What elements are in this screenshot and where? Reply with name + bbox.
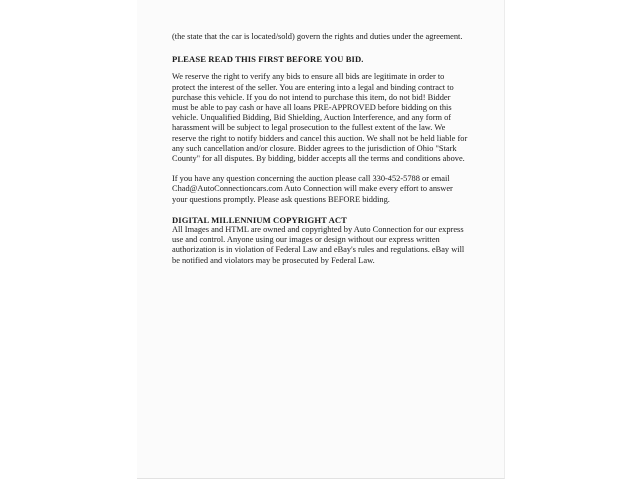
bid-notice-line: County" for all disputes. By bidding, bidder accepts all the terms and conditions above. <box>172 154 465 164</box>
bid-notice-line: We reserve the right to verify any bids to ensure all bids are legitimate in order to <box>172 72 445 82</box>
bid-notice-heading: PLEASE READ THIS FIRST BEFORE YOU BID. <box>172 54 364 65</box>
contact-paragraph <box>172 174 472 205</box>
bid-notice-line: harassment will be subject to legal prosecution to the fullest extent of the law. We <box>172 123 446 133</box>
copyright-line: authorization is in violation of Federal Law and eBay's rules and regulations. eBay will <box>172 245 465 255</box>
copyright-line: All Images and HTML are owned and copyrighted by Auto Connection for our express <box>172 225 464 235</box>
governing-law-line: (the state that the car is located/sold) govern the rights and duties under the agreement. <box>172 32 463 41</box>
bid-notice-line: purchase this vehicle. If you do not intend to purchase this item, do not bid! Bidder <box>172 92 451 102</box>
copyright-line: use and control. Anyone using our images or design without our express written <box>172 235 440 245</box>
document-body <box>172 32 472 266</box>
bid-notice-line: vehicle. Unqualified Bidding, Bid Shielding, Auction Interference, and any form of <box>172 113 452 123</box>
bid-notice-line: reserve the right to notify bidders and cancel this auction. We shall not be held liable for <box>172 133 468 143</box>
copyright-paragraph <box>172 225 472 266</box>
contact-line: If you have any question concerning the auction please call 330-452-5788 or email <box>172 174 450 184</box>
contact-line: your questions promptly. Please ask questions BEFORE bidding. <box>172 194 390 204</box>
bid-notice-paragraph <box>172 72 472 164</box>
copyright-line: be notified and violators may be prosecuted by Federal Law. <box>172 255 375 265</box>
bid-notice-line: any such cancellation and/or closure. Bidder agrees to the jurisdiction of Ohio "Stark <box>172 143 457 153</box>
bid-notice-line: protect the interest of the seller. You are entering into a legal and binding contract to <box>172 82 454 92</box>
copyright-heading: DIGITAL MILLENNIUM COPYRIGHT ACT <box>172 214 348 225</box>
contact-line: Chad@AutoConnectioncars.com Auto Connection will make every effort to answer <box>172 184 453 194</box>
bid-notice-line: must be able to pay cash or have all loans PRE-APPROVED before bidding on this <box>172 103 452 113</box>
